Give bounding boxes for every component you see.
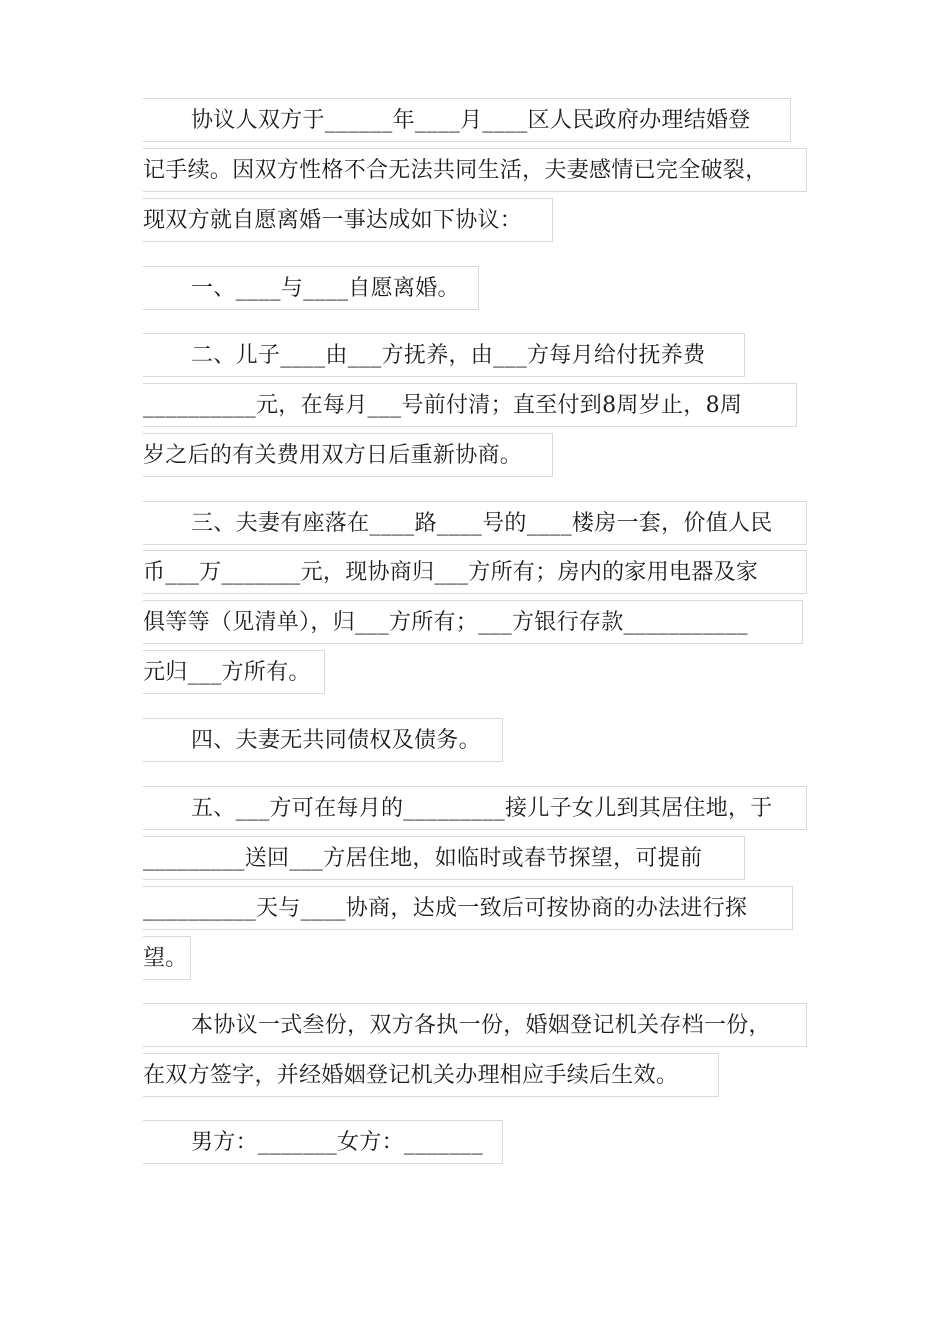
line-text: 元归___方所有。 <box>143 660 311 685</box>
text-line <box>143 600 803 644</box>
text-line <box>143 198 553 242</box>
line-text: 协议人双方于______年____月____区人民政府办理结婚登 <box>191 108 751 133</box>
text-line <box>143 1003 807 1047</box>
text-line <box>143 650 325 694</box>
text-line <box>143 550 807 594</box>
line-text: 俱等等（见清单），归___方所有；___方银行存款___________ <box>143 610 748 635</box>
text-line <box>143 148 807 192</box>
text-line <box>143 786 807 830</box>
line-text: 四、夫妻无共同债权及债务。 <box>191 728 481 753</box>
line-text: __________元，在每月___号前付清；直至付到8周岁止，8周 <box>143 393 743 418</box>
text-line <box>143 886 793 930</box>
line-text: 男方：_______女方：_______ <box>191 1130 484 1155</box>
line-text: 岁之后的有关费用双方日后重新协商。 <box>143 443 523 468</box>
line-text: 在双方签字，并经婚姻登记机关办理相应手续后生效。 <box>143 1063 679 1088</box>
text-line <box>143 266 479 310</box>
line-text: 记手续。因双方性格不合无法共同生活，夫妻感情已完全破裂， <box>143 158 768 183</box>
line-text: 二、儿子____由___方抚养，由___方每月给付抚养费 <box>191 343 706 368</box>
text-line <box>143 433 553 477</box>
text-line <box>143 501 807 545</box>
text-line <box>143 98 791 142</box>
line-text: 三、夫妻有座落在____路____号的____楼房一套，价值人民 <box>191 511 773 536</box>
line-text: 现双方就自愿离婚一事达成如下协议： <box>143 208 523 233</box>
line-text: 币___万_______元，现协商归___方所有；房内的家用电器及家 <box>143 560 759 585</box>
text-line <box>143 383 797 427</box>
line-text: 五、___方可在每月的_________接儿子女儿到其居住地，于 <box>191 796 773 821</box>
line-text: 本协议一式叁份，双方各执一份，婚姻登记机关存档一份， <box>191 1013 771 1038</box>
text-line <box>143 1053 719 1097</box>
text-line <box>143 333 745 377</box>
line-text: __________天与____协商，达成一致后可按协商的办法进行探 <box>143 896 748 921</box>
line-text: _________送回___方居住地，如临时或春节探望，可提前 <box>143 846 703 871</box>
text-line <box>143 836 745 880</box>
line-text: 一、____与____自愿离婚。 <box>191 276 460 301</box>
signature-line <box>143 1120 503 1164</box>
text-line <box>143 718 503 762</box>
text-line <box>143 936 191 980</box>
line-text: 望。 <box>143 946 188 971</box>
